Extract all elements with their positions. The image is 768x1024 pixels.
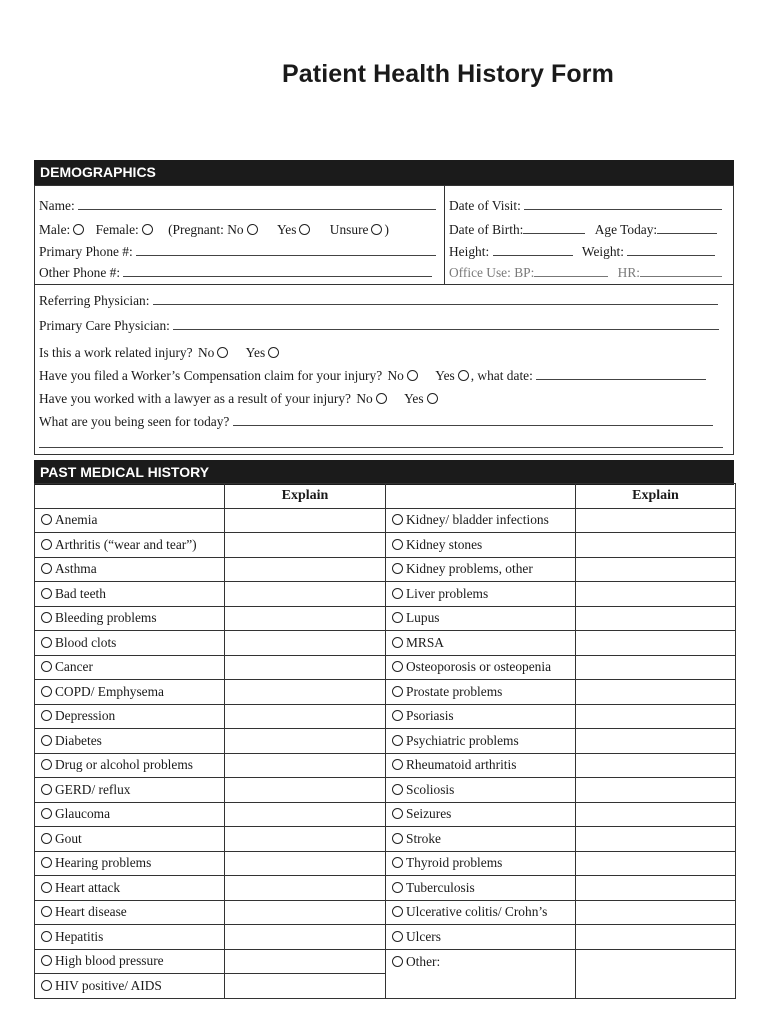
work-injury-yes-label: Yes: [245, 345, 266, 360]
condition-radio[interactable]: [41, 759, 52, 770]
condition-label: MRSA: [406, 634, 444, 650]
condition-radio[interactable]: [392, 784, 403, 795]
condition-radio[interactable]: [41, 955, 52, 966]
condition-radio[interactable]: [392, 906, 403, 917]
work-injury-no-radio[interactable]: [217, 347, 228, 358]
condition-cell: [35, 582, 225, 607]
condition-cell: [386, 876, 576, 901]
condition-label: Prostate problems: [406, 683, 503, 699]
condition-cell: [386, 900, 576, 925]
date-of-visit-label: Date of Visit:: [449, 198, 521, 213]
other-phone-field[interactable]: [123, 264, 432, 277]
primary-care-field[interactable]: [173, 317, 719, 330]
primary-phone-label: Primary Phone #:: [39, 244, 133, 259]
condition-radio[interactable]: [392, 637, 403, 648]
explain-cell[interactable]: [576, 753, 736, 778]
explain-cell[interactable]: [225, 949, 386, 974]
condition-radio[interactable]: [41, 833, 52, 844]
explain-cell[interactable]: [576, 876, 736, 901]
dob-field[interactable]: [523, 221, 585, 234]
past-medical-history-table: [34, 483, 736, 999]
work-injury-no-label: No: [197, 345, 215, 360]
condition-radio[interactable]: [41, 784, 52, 795]
condition-cell: [35, 900, 225, 925]
condition-cell: [386, 655, 576, 680]
explain-cell[interactable]: [576, 704, 736, 729]
condition-label: Diabetes: [55, 732, 102, 748]
explain-cell[interactable]: [225, 851, 386, 876]
condition-cell: [35, 729, 225, 754]
condition-radio[interactable]: [41, 931, 52, 942]
explain-cell[interactable]: [225, 778, 386, 803]
condition-cell: [386, 704, 576, 729]
condition-radio[interactable]: [41, 980, 52, 991]
condition-cell: [386, 925, 576, 950]
female-label: Female:: [95, 222, 139, 237]
pregnant-yes-label: Yes: [276, 222, 297, 237]
lawyer-yes-label: Yes: [404, 391, 424, 406]
weight-label: Weight:: [581, 244, 624, 259]
comp-claim-yes-label: Yes: [435, 368, 455, 383]
table-row: [35, 557, 736, 582]
condition-label: Hearing problems: [55, 855, 152, 871]
lawyer-yes-radio[interactable]: [427, 393, 438, 404]
condition-cell: [35, 557, 225, 582]
condition-cell: [35, 827, 225, 852]
comp-claim-question: Have you filed a Worker’s Compensation claim for your injury?: [39, 368, 383, 383]
condition-radio[interactable]: [41, 612, 52, 623]
condition-cell: [386, 729, 576, 754]
condition-radio[interactable]: [392, 735, 403, 746]
condition-radio[interactable]: [41, 637, 52, 648]
past-medical-history-header: PAST MEDICAL HISTORY: [34, 460, 734, 485]
pregnant-unsure-radio[interactable]: [371, 224, 382, 235]
explain-cell[interactable]: [225, 631, 386, 656]
condition-cell: [35, 753, 225, 778]
female-radio[interactable]: [142, 224, 153, 235]
condition-label: Hepatitis: [55, 928, 104, 944]
sex-row: [39, 221, 389, 239]
primary-phone-row: [39, 243, 436, 261]
close-paren: ): [384, 222, 389, 237]
table-row: [35, 704, 736, 729]
age-today-label: Age Today:: [594, 222, 658, 237]
demographics-divider: [444, 185, 445, 285]
explain-cell[interactable]: [225, 925, 386, 950]
condition-label: Asthma: [55, 561, 97, 577]
date-of-visit-field[interactable]: [524, 197, 722, 210]
table-row: [35, 582, 736, 607]
explain-cell[interactable]: [576, 925, 736, 950]
condition-label: Kidney problems, other: [406, 561, 533, 577]
condition-label: Tuberculosis: [406, 879, 475, 895]
condition-cell: [35, 925, 225, 950]
condition-label: Drug or alcohol problems: [55, 757, 193, 773]
condition-cell: [35, 704, 225, 729]
condition-radio[interactable]: [41, 882, 52, 893]
condition-label: Psoriasis: [406, 708, 454, 724]
name-field[interactable]: [78, 197, 436, 210]
explain-cell[interactable]: [576, 631, 736, 656]
dob-row: [449, 221, 717, 239]
condition-label: COPD/ Emphysema: [55, 683, 164, 699]
condition-cell: [35, 631, 225, 656]
condition-label: Anemia: [55, 512, 98, 528]
date-of-visit-row: [449, 197, 722, 215]
seen-for-row: [39, 413, 713, 431]
condition-cell: [386, 606, 576, 631]
condition-radio[interactable]: [41, 808, 52, 819]
condition-radio[interactable]: [392, 539, 403, 550]
pregnant-no-radio[interactable]: [247, 224, 258, 235]
lawyer-row: [39, 390, 440, 408]
condition-radio[interactable]: [392, 956, 403, 967]
condition-radio[interactable]: [41, 857, 52, 868]
condition-radio[interactable]: [392, 661, 403, 672]
condition-radio[interactable]: [392, 857, 403, 868]
seen-for-field[interactable]: [233, 413, 713, 426]
condition-cell: [35, 606, 225, 631]
condition-cell: [35, 533, 225, 558]
condition-radio[interactable]: [392, 563, 403, 574]
explain-cell[interactable]: [225, 753, 386, 778]
lawyer-no-radio[interactable]: [376, 393, 387, 404]
pregnant-label: (Pregnant: No: [168, 222, 244, 237]
explain-column-header-right: Explain: [576, 484, 736, 509]
condition-cell: [386, 631, 576, 656]
table-row: [35, 729, 736, 754]
pregnant-yes-radio[interactable]: [299, 224, 310, 235]
condition-radio[interactable]: [392, 759, 403, 770]
condition-radio[interactable]: [41, 686, 52, 697]
condition-label: Lupus: [406, 610, 440, 626]
age-today-field[interactable]: [657, 221, 717, 234]
explain-cell[interactable]: [225, 827, 386, 852]
seen-for-field-line-2[interactable]: [39, 447, 723, 448]
condition-radio[interactable]: [41, 563, 52, 574]
condition-column-header-left: [35, 484, 225, 509]
explain-cell[interactable]: [225, 704, 386, 729]
primary-care-row: [39, 317, 719, 335]
condition-radio[interactable]: [392, 612, 403, 623]
explain-cell[interactable]: [576, 729, 736, 754]
condition-label: Gout: [55, 830, 82, 846]
condition-radio[interactable]: [392, 833, 403, 844]
table-row: [35, 508, 736, 533]
explain-cell[interactable]: [576, 533, 736, 558]
explain-cell[interactable]: [225, 582, 386, 607]
seen-for-question: What are you being seen for today?: [39, 414, 230, 429]
condition-cell: [35, 876, 225, 901]
page-title: Patient Health History Form: [282, 60, 614, 88]
condition-label: Ulcerative colitis/ Crohn’s: [406, 904, 548, 920]
explain-cell[interactable]: [225, 729, 386, 754]
comp-claim-no-label: No: [387, 368, 404, 383]
work-injury-question: Is this a work related injury?: [39, 345, 193, 360]
condition-cell: [386, 827, 576, 852]
condition-cell: [386, 508, 576, 533]
male-label: Male:: [39, 222, 71, 237]
condition-label: Glaucoma: [55, 806, 111, 822]
condition-label: Cancer: [55, 659, 93, 675]
condition-cell: [386, 778, 576, 803]
referring-physician-field[interactable]: [153, 292, 718, 305]
explain-cell[interactable]: [576, 680, 736, 705]
table-row: [35, 606, 736, 631]
height-label: Height:: [449, 244, 490, 259]
condition-cell: [35, 802, 225, 827]
table-row: [35, 655, 736, 680]
condition-label: Bleeding problems: [55, 610, 157, 626]
other-phone-row: [39, 264, 432, 282]
explain-cell[interactable]: [225, 974, 386, 999]
explain-column-header-left: Explain: [225, 484, 386, 509]
condition-cell: [386, 582, 576, 607]
condition-label: Ulcers: [406, 928, 441, 944]
explain-cell[interactable]: [576, 851, 736, 876]
lawyer-no-label: No: [356, 391, 373, 406]
condition-cell: [386, 851, 576, 876]
explain-cell[interactable]: [225, 900, 386, 925]
weight-field[interactable]: [627, 243, 715, 256]
explain-cell[interactable]: [576, 900, 736, 925]
condition-radio[interactable]: [392, 808, 403, 819]
condition-label: Other:: [406, 953, 441, 969]
explain-cell[interactable]: [225, 876, 386, 901]
condition-label: Arthritis (“wear and tear”): [55, 536, 197, 552]
condition-cell: [35, 949, 225, 974]
explain-cell[interactable]: [225, 533, 386, 558]
table-row: [35, 925, 736, 950]
male-radio[interactable]: [73, 224, 84, 235]
explain-cell[interactable]: [225, 508, 386, 533]
explain-cell[interactable]: [225, 802, 386, 827]
condition-cell: [386, 533, 576, 558]
table-row: [35, 680, 736, 705]
condition-label: Blood clots: [55, 634, 117, 650]
table-row: [35, 851, 736, 876]
condition-label: Heart disease: [55, 904, 127, 920]
table-header-row: [35, 484, 736, 509]
condition-cell: [35, 851, 225, 876]
explain-cell[interactable]: [225, 680, 386, 705]
table-row: [35, 753, 736, 778]
hr-label: HR:: [617, 265, 640, 280]
condition-label: Rheumatoid arthritis: [406, 757, 517, 773]
condition-radio[interactable]: [392, 710, 403, 721]
other-phone-label: Other Phone #:: [39, 265, 121, 280]
condition-cell: [386, 753, 576, 778]
explain-cell[interactable]: [576, 778, 736, 803]
explain-cell-other[interactable]: [576, 949, 736, 998]
table-row: [35, 778, 736, 803]
hr-field[interactable]: [640, 264, 722, 277]
condition-label: Psychiatric problems: [406, 732, 519, 748]
comp-claim-yes-radio[interactable]: [458, 370, 469, 381]
explain-cell[interactable]: [576, 827, 736, 852]
condition-label: Stroke: [406, 830, 441, 846]
explain-cell[interactable]: [225, 655, 386, 680]
table-row: [35, 631, 736, 656]
condition-label: Heart attack: [55, 879, 121, 895]
condition-radio[interactable]: [41, 588, 52, 599]
table-row: [35, 802, 736, 827]
condition-label: Seizures: [406, 806, 452, 822]
table-row: [35, 533, 736, 558]
primary-care-label: Primary Care Physician:: [39, 318, 170, 333]
condition-label: Depression: [55, 708, 116, 724]
condition-radio[interactable]: [41, 710, 52, 721]
condition-radio[interactable]: [392, 931, 403, 942]
condition-radio[interactable]: [392, 514, 403, 525]
explain-cell[interactable]: [225, 606, 386, 631]
condition-cell-other: [386, 949, 576, 998]
condition-radio[interactable]: [392, 588, 403, 599]
table-row: [35, 900, 736, 925]
condition-label: Bad teeth: [55, 585, 106, 601]
condition-label: HIV positive/ AIDS: [55, 977, 162, 993]
referring-physician-row: [39, 292, 718, 310]
condition-column-header-right: [386, 484, 576, 509]
explain-cell[interactable]: [225, 557, 386, 582]
condition-label: High blood pressure: [55, 953, 164, 969]
condition-radio[interactable]: [41, 539, 52, 550]
condition-radio[interactable]: [41, 735, 52, 746]
condition-cell: [35, 508, 225, 533]
pregnant-unsure-label: Unsure: [329, 222, 369, 237]
condition-radio[interactable]: [392, 882, 403, 893]
table-row: [35, 949, 736, 974]
condition-radio[interactable]: [41, 661, 52, 672]
condition-cell: [35, 680, 225, 705]
condition-label: Osteoporosis or osteopenia: [406, 659, 552, 675]
condition-label: Thyroid problems: [406, 855, 503, 871]
height-field[interactable]: [493, 243, 573, 256]
dob-label: Date of Birth:: [449, 222, 524, 237]
name-label: Name:: [39, 198, 75, 213]
primary-phone-field[interactable]: [136, 243, 436, 256]
condition-cell: [386, 802, 576, 827]
condition-cell: [386, 680, 576, 705]
lawyer-question: Have you worked with a lawyer as a result of your injury?: [39, 391, 351, 406]
condition-radio[interactable]: [41, 906, 52, 917]
condition-label: Kidney stones: [406, 536, 483, 552]
comp-claim-no-radio[interactable]: [407, 370, 418, 381]
explain-cell[interactable]: [576, 655, 736, 680]
work-injury-row: [39, 344, 281, 362]
office-use-bp-label: Office Use: BP:: [449, 265, 535, 280]
explain-cell[interactable]: [576, 582, 736, 607]
explain-cell[interactable]: [576, 508, 736, 533]
work-injury-yes-radio[interactable]: [268, 347, 279, 358]
condition-label: Kidney/ bladder infections: [406, 512, 549, 528]
referring-physician-label: Referring Physician:: [39, 293, 150, 308]
bp-field[interactable]: [534, 264, 608, 277]
name-row: [39, 197, 436, 215]
demographics-separator: [34, 284, 734, 285]
condition-label: Liver problems: [406, 585, 489, 601]
table-row: [35, 876, 736, 901]
condition-radio[interactable]: [41, 514, 52, 525]
what-date-label: , what date:: [470, 368, 533, 383]
condition-radio[interactable]: [392, 686, 403, 697]
condition-cell: [386, 557, 576, 582]
condition-cell: [35, 974, 225, 999]
comp-claim-row: [39, 367, 706, 385]
demographics-header: DEMOGRAPHICS: [34, 160, 734, 185]
condition-label: GERD/ reflux: [55, 781, 131, 797]
condition-cell: [35, 655, 225, 680]
explain-cell[interactable]: [576, 802, 736, 827]
condition-label: Scoliosis: [406, 781, 455, 797]
comp-claim-date-field[interactable]: [536, 367, 706, 380]
explain-cell[interactable]: [576, 606, 736, 631]
office-use-row: [449, 264, 722, 282]
condition-cell: [35, 778, 225, 803]
explain-cell[interactable]: [576, 557, 736, 582]
table-row: [35, 827, 736, 852]
height-row: [449, 243, 715, 261]
